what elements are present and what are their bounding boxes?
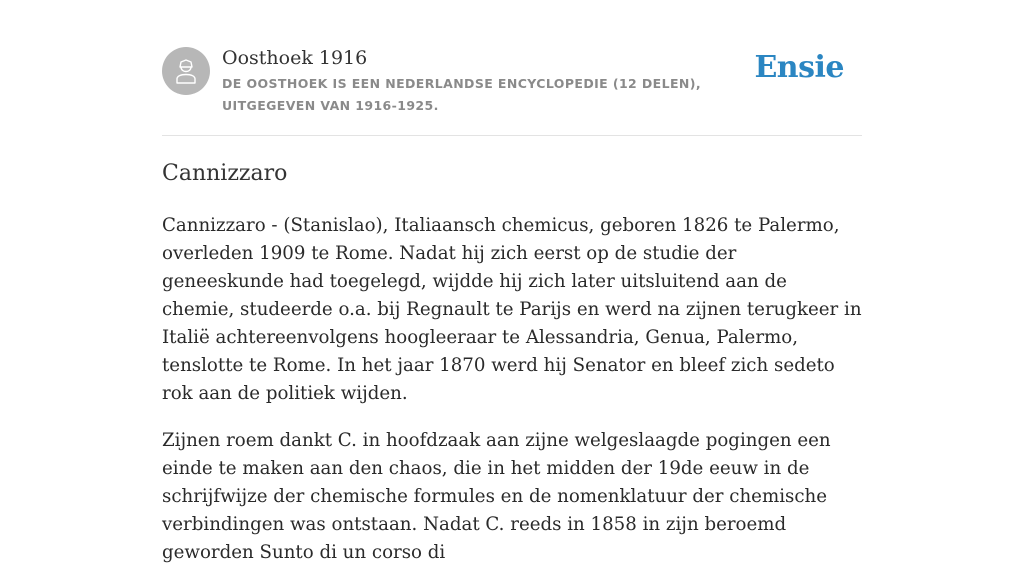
source-info bbox=[222, 45, 762, 117]
source-description: DE OOSTHOEK IS EEN NEDERLANDSE ENCYCLOPEDIE (12 DELEN), UITGEGEVEN VAN 1916-1925. bbox=[222, 76, 702, 113]
user-icon bbox=[171, 56, 201, 86]
avatar[interactable] bbox=[162, 47, 210, 95]
brand-logo[interactable]: Ensie bbox=[754, 50, 844, 85]
article-paragraph: Cannizzaro - (Stanislao), Italiaansch chemicus, geboren 1826 te Palermo, overleden 1909 te Rome. Nadat hij zich eerst op de studie der geneeskunde had toegelegd, wijdde hij zich later uitsluitend aan de chemie, studeerde o.a. bij Regnault te Parijs en werd na zijnen terugkeer in Italië achtereenvolgens hoogleeraar te Alessandria, Genua, Palermo, tenslotte te Rome. In het jaar 1870 werd hij Senator en bleef zich sedeto rok aan de politiek wijden. bbox=[162, 215, 862, 404]
entry-title: Cannizzaro bbox=[162, 161, 288, 186]
article-paragraph: Zijnen roem dankt C. in hoofdzaak aan zijne welgeslaagde pogingen een einde te maken aan den chaos, die in het midden der 19de eeuw in de schrijfwijze der chemische formules en de nomenklatuur der chemische verbindingen was ontstaan. Nadat C. reeds in 1858 in zijn beroemd geworden Sunto di un corso di bbox=[162, 430, 831, 563]
source-header bbox=[162, 0, 862, 136]
source-title[interactable]: Oosthoek 1916 bbox=[222, 47, 368, 69]
page-container bbox=[162, 0, 862, 563]
article-body bbox=[162, 212, 862, 586]
